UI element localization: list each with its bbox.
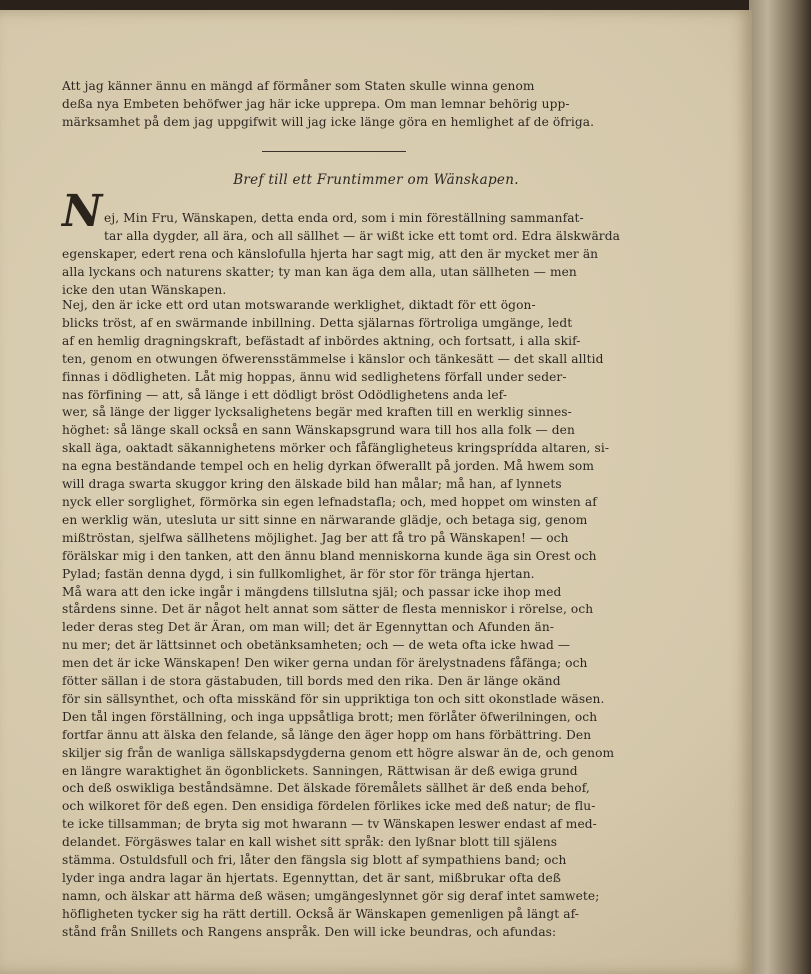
text-line: skall äga, oaktadt säkannighetens mörker och fåfängligheteus kringsprídda altaren, si-: [62, 441, 610, 456]
text-line: tar alla dygder, all ära, och all sällhet — är wißt icke ett tomt ord. Edra älskwärda: [104, 228, 620, 243]
text-line: skiljer sig från de wanliga sällskapsdygderna genom ett högre alswar än de, och genom: [62, 745, 615, 760]
text-line: nas förfining — att, så länge i ett dödligt bröst Odödlighetens anda lef-: [62, 387, 508, 402]
text-line: men det är icke Wänskapen! Den wiker gerna undan för ärelystnadens fåfänga; och: [62, 656, 588, 671]
text-line: nyck eller sorglighet, förmörka sin egen lefnadstafla; och, med hoppet om winsten af: [62, 494, 597, 509]
text-line: Pylad; fastän denna dygd, i sin fullkomlighet, är för stor för tränga hjertan.: [62, 566, 535, 581]
text-line: delandet. Förgäswes talar en kall wishet sitt språk: den lyßnar blott till själens: [62, 835, 558, 850]
text-line: leder deras steg Det är Äran, om man will; det är Egennyttan och Afunden än-: [62, 620, 555, 635]
text-line: na egna beständande tempel och en helig dyrkan öfwerallt på jorden. Må hwem som: [62, 459, 595, 474]
text-line: Den tål ingen förställning, och inga uppsåtliga brott; men förlåter öfwerilningen, och: [62, 709, 598, 724]
text-line: fötter sällan i de stora gästabuden, till bords med den rika. Den är länge okänd: [62, 674, 561, 689]
drop-cap: N: [62, 186, 103, 237]
text-line: för sin sällsynthet, och ofta misskänd för sin uppriktiga ton och sitt okonstlade wäsen.: [62, 691, 605, 706]
text-line: Må wara att den icke ingår i mängdens tillslutna själ; och passar icke ihop med: [62, 584, 562, 599]
paragraph-2: [62, 297, 688, 942]
paragraph-1-continuation: [62, 246, 688, 300]
text-line: blicks tröst, af en swärmande inbillning. Detta själarnas förtroliga umgänge, ledt: [62, 315, 573, 330]
text-line: förälskar mig i den tanken, att den ännu bland menniskorna kunde äga sin Orest och: [62, 548, 597, 563]
text-line: egenskaper, edert rena och känslofulla hjerta har sagt mig, att den är mycket mer än: [62, 247, 599, 261]
text-line: fortfar ännu att älska den felande, så länge den äger hopp om hans förbättring. Den: [62, 727, 592, 742]
text-line: deßa nya Embeten behöfwer jag här icke upprepa. Om man lemnar behörig upp-: [62, 96, 570, 111]
text-line: ten, genom en otwungen öfwerensstämmelse i känslor och tänkesätt — det skall alltid: [62, 351, 604, 366]
text-line: nu mer; det är lättsinnet och obetänksamheten; och — de weta ofta icke hwad —: [62, 638, 571, 653]
text-line: höghet: så länge skall också en sann Wänskapsgrund wara till hos alla folk — den: [62, 423, 575, 438]
text-line: te icke tillsamman; de bryta sig mot hwarann — tv Wänskapen leswer endast af med-: [62, 817, 597, 832]
text-line: icke den utan Wänskapen.: [62, 282, 227, 297]
letter-title: Bref till ett Fruntimmer om Wänskapen.: [233, 172, 519, 188]
paragraph-1-opening: [104, 210, 688, 246]
text-line: Nej, den är icke ett ord utan motswarande werklighet, diktadt för ett ögon-: [62, 298, 536, 312]
book-spine-edge: [749, 0, 811, 974]
text-line: finnas i dödligheten. Låt mig hoppas, ännu wid sedlighetens förfall under seder-: [62, 369, 567, 384]
text-line: mißtröstan, sjelfwa sällhetens möjlighet. Jag ber att få tro på Wänskapen! — och: [62, 530, 569, 545]
book-page: [0, 10, 752, 974]
text-line: och deß oswikliga beståndsämne. Det älskade föremålets sällhet är deß enda behof,: [62, 781, 590, 796]
text-line: lyder inga andra lagar än hjertats. Egennyttan, det är sant, mißbrukar ofta deß: [62, 871, 562, 885]
text-line: wer, så länge der ligger lycksalighetens begär med kraften till en werklig sinnes-: [62, 405, 572, 420]
text-line: namn, och älskar att härma deß wäsen; umgängeslynnet gör sig deraf intet samwete;: [62, 888, 600, 903]
text-line: will draga swarta skuggor kring den älskade bild han målar; må han, af lynnets: [62, 477, 562, 492]
text-line: Att jag känner ännu en mängd af förmåner som Staten skulle winna genom: [62, 79, 535, 93]
text-line: stårdens sinne. Det är något helt annat som sätter de flesta menniskor i rörelse, och: [62, 602, 594, 617]
text-line: och wilkoret för deß egen. Den ensidiga fördelen förlikes icke med deß natur; de flu-: [62, 799, 596, 814]
text-line: af en hemlig dragningskraft, befästadt af inbördes aktning, och fortsatt, i alla skif-: [62, 333, 581, 348]
text-line: en werklig wän, utesluta ur sitt sinne en närwarande glädje, och betaga sig, genom: [62, 512, 588, 527]
text-line: alla lyckans och naturens skatter; ty man kan äga dem alla, utan sällheten — men: [62, 264, 577, 279]
text-line: märksamhet på dem jag uppgifwit will jag icke länge göra en hemlighet af de öfriga.: [62, 114, 595, 129]
text-line: stånd från Snillets och Rangens anspråk. Den will icke beundras, och afundas:: [62, 924, 557, 939]
text-line: höfligheten tycker sig ha rätt dertill. Också är Wänskapen gemenligen på längt af-: [62, 906, 579, 921]
intro-paragraph: [62, 78, 688, 132]
text-line: ej, Min Fru, Wänskapen, detta enda ord, som i min föreställning sammanfat-: [104, 211, 584, 225]
text-line: stämma. Ostuldsfull och fri, låter den fängsla sig blott af sympathiens band; och: [62, 853, 567, 868]
text-line: en längre waraktighet än ögonblickets. Sanningen, Rättwisan är deß ewiga grund: [62, 763, 578, 778]
section-divider-rule: [262, 151, 406, 152]
